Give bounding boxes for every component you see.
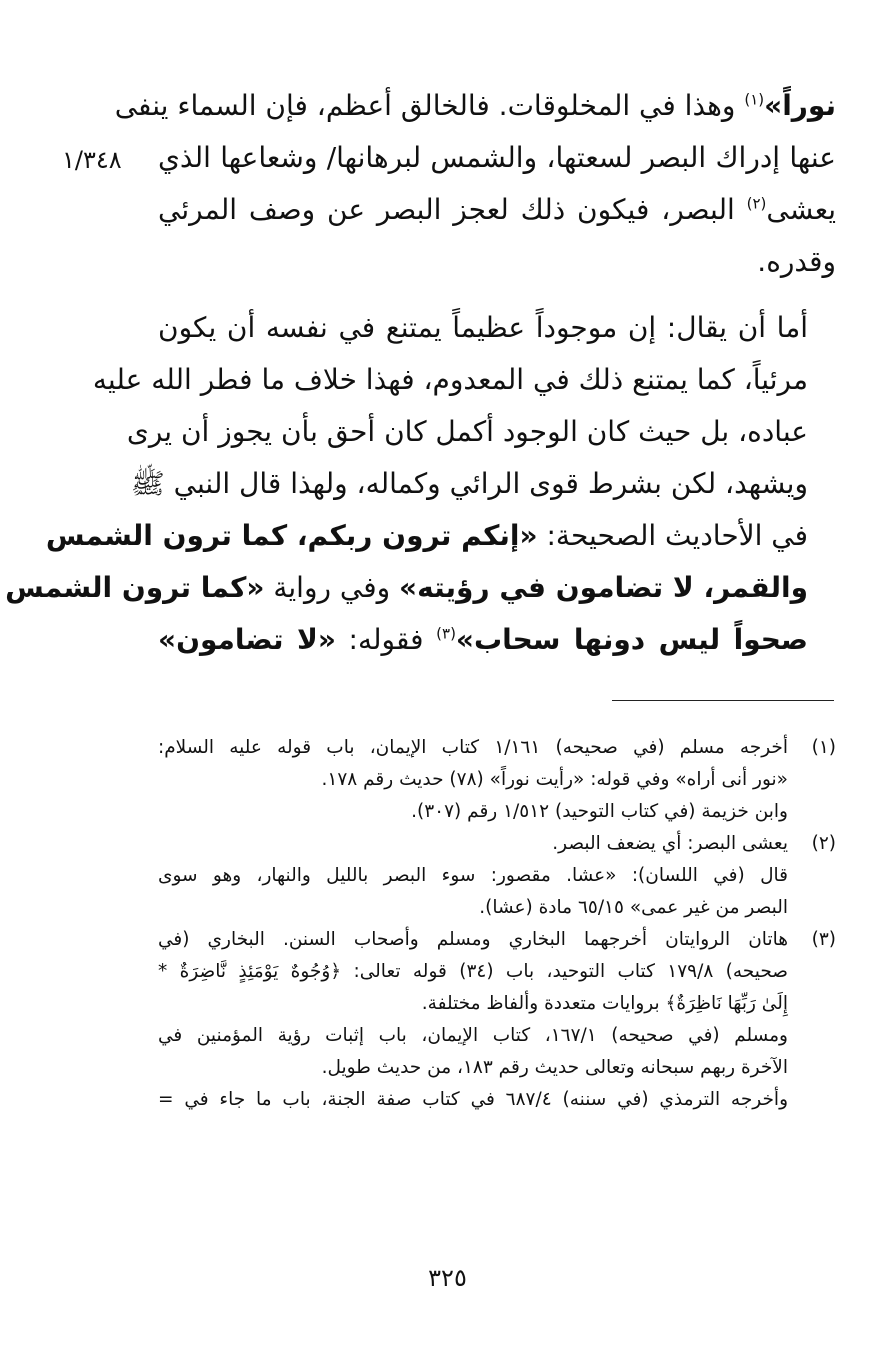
- footnote-2: [158, 828, 836, 924]
- text-line: [114, 80, 836, 132]
- text-line: عباده، بل حيث كان الوجود أكمل كان أحق بأن يجوز أن يرى: [126, 415, 808, 448]
- footnote-number: (٣): [811, 929, 836, 950]
- paragraph-2: [5, 302, 836, 666]
- text-line: أما أن يقال: إن موجوداً عظيماً يمتنع في نفسه أن يكون: [158, 311, 808, 344]
- footnote-line: وابن خزيمة (في كتاب التوحيد) ١/٥١٢ رقم (٣٠٧).: [411, 801, 788, 822]
- text-line: [158, 614, 836, 666]
- footnotes-section: [158, 732, 836, 1116]
- text-line: مرئياً، كما يمتنع ذلك في المعدوم، فهذا خلاف ما فطر الله عليه: [92, 363, 808, 396]
- footnote-line: البصر من غير عمى» ٦٥/١٥ مادة (عشا).: [479, 897, 788, 918]
- text-run: البصر، فيكون ذلك لعجز البصر عن وصف المرئي: [158, 193, 747, 226]
- paragraph-1: [114, 80, 836, 288]
- hadith-quote: صحواً ليس دونها سحاب»: [455, 623, 808, 656]
- footnote-separator: [612, 700, 834, 701]
- footnote-line: أخرجه مسلم (في صحيحه) ١/١٦١ كتاب الإيمان، باب قوله عليه السلام:: [158, 737, 788, 758]
- text-run: يعشى: [766, 193, 836, 226]
- page-number: ٣٢٥: [428, 1264, 467, 1292]
- footnote-line: هاتان الروايتان أخرجهما البخاري ومسلم وأصحاب السنن. البخاري (في: [158, 929, 788, 950]
- margin-folio-note: ١/٣٤٨: [62, 146, 122, 174]
- text-run: وفي رواية: [264, 571, 400, 604]
- footnote-line: صحيحه) ١٧٩/٨ كتاب التوحيد، باب (٣٤) قوله تعالى: ﴿وُجُوهٌ يَوْمَئِذٍ نَّاضِرَةٌ *: [158, 961, 788, 982]
- footnote-line: إِلَىٰ رَبِّهَا نَاظِرَةٌ﴾ بروايات متعددة وألفاظ مختلفة.: [421, 993, 788, 1014]
- text-run: وهذا في المخلوقات. فالخالق أعظم، فإن السماء ينفى: [114, 89, 745, 122]
- text-line: [5, 562, 836, 614]
- footnote-line: قال (في اللسان): «عشا. مقصور: سوء البصر بالليل والنهار، وهو سوى: [158, 865, 788, 886]
- footnote-number: (١): [811, 737, 836, 758]
- hadith-quote: «لا تضامون»: [158, 623, 336, 656]
- hadith-quote: «إنكم ترون ربكم، كما ترون الشمس: [45, 519, 538, 552]
- footnote-line: يعشى البصر: أي يضعف البصر.: [552, 833, 788, 854]
- text-line: عنها إدراك البصر لسعتها، والشمس لبرهانها/ وشعاعها الذي: [158, 141, 836, 174]
- footnote-number: (٢): [811, 833, 836, 854]
- text-line: ويشهد، لكن بشرط قوى الرائي وكماله، ولهذا قال النبي ﷺ: [130, 467, 808, 500]
- text-run: فقوله:: [335, 623, 437, 656]
- text-line: [45, 510, 836, 562]
- footnote-ref[interactable]: (١): [744, 90, 765, 109]
- footnote-1: [158, 732, 836, 828]
- footnote-line: وأخرجه الترمذي (في سننه) ٦٨٧/٤ في كتاب صفة الجنة، باب ما جاء في =: [158, 1089, 789, 1110]
- bold-phrase: نوراً»: [764, 89, 836, 122]
- footnote-line: الآخرة ربهم سبحانه وتعالى حديث رقم ١٨٣، من حديث طويل.: [321, 1057, 788, 1078]
- hadith-quote: والقمر، لا تضامون في رؤيته»: [399, 571, 808, 604]
- text-line: وقدره.: [757, 245, 836, 278]
- footnote-line: «نور أنى أراه» وفي قوله: «رأيت نوراً» (٧٨) حديث رقم ١٧٨.: [321, 769, 788, 790]
- text-run: في الأحاديث الصحيحة:: [537, 519, 808, 552]
- footnote-ref[interactable]: (٣): [436, 624, 456, 643]
- footnote-ref[interactable]: (٢): [746, 194, 767, 213]
- text-line: [158, 184, 836, 236]
- footnote-3: [158, 924, 836, 1116]
- footnote-line: ومسلم (في صحيحه) ١٦٧/١، كتاب الإيمان، باب إثبات رؤية المؤمنين في: [158, 1025, 788, 1046]
- hadith-quote: «كما ترون الشمس: [5, 571, 265, 604]
